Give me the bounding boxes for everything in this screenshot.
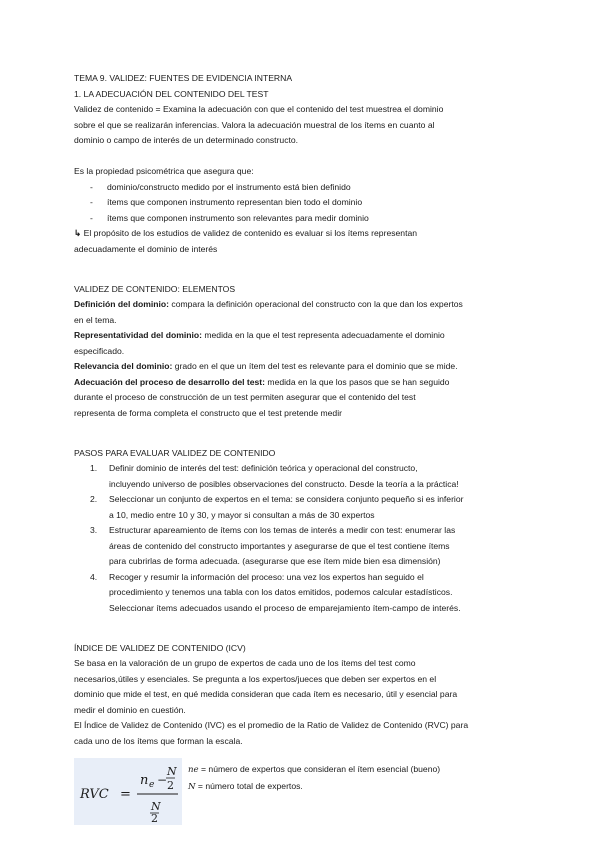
element-line: especificado. [74,345,125,356]
section-heading-adecuacion: 1. LA ADECUACIÓN DEL CONTENIDO DEL TEST [74,88,269,99]
icv-line: El Índice de Validez de Contenido (IVC) es el promedio de la Ratio de Validez de Contenido (RVC) para [74,720,469,730]
steps-list [74,461,530,616]
rvc-formula [74,758,182,825]
icv-line: necesarios,útiles y esenciales. Se pregunta a los expertos/jueces que deben ser expertos en el [74,673,437,684]
section-heading-elementos: VALIDEZ DE CONTENIDO: ELEMENTOS [74,283,236,294]
definition-line: sobre el que se realizarán inferencias. Valora la adecuación muestral de los ítems en cuanto al [74,119,435,130]
section-heading-pasos: PASOS PARA EVALUAR VALIDEZ DE CONTENIDO [74,447,276,458]
purpose-line: adecuadamente el dominio de interés [74,243,218,254]
icv-line: dominio que mide el test, en qué medida consideran que cada ítem es necesario, útil y esencial para [74,689,458,699]
list-item: 1. Definir dominio de interés del test: definición teórica y operacional del constructo, incluyendo universo de posibles observaciones del constructo. Desde la teoría a la práctica! [90,463,459,489]
list-item: 4. Recoger y resumir la información del proceso: una vez los expertos han seguido el procedimiento y tenemos una tabla con los datos emitidos, podemos calcular estadísticos. Seleccionar ítems adecuados usando el proceso de emparejamiento ítem-campo de interés. [90,571,461,613]
formula-two-top: 2 [167,779,174,792]
purpose-line [74,226,530,242]
property-intro: Es la propiedad psicométrica que asegura que: [74,166,254,176]
formula-two-bottom: 2 [151,812,158,825]
list-item: - dominio/constructo medido por el instrumento está bien definido [74,180,530,196]
legend-line: ne = número de expertos que consideran el ítem esencial (bueno) [188,764,441,775]
arrow-icon: ↳ [74,228,82,238]
formula-equals: = [120,787,131,802]
icv-line: cada uno de los ítems que forman la escala. [74,735,243,746]
document-title: TEMA 9. VALIDEZ: FUENTES DE EVIDENCIA INTERNA [74,73,293,83]
definition-line: dominio o campo de interés de un determinado constructo. [74,135,299,145]
element-relevancia: Relevancia del dominio: grado en el que un ítem del test es relevante para el dominio que se mide. [74,361,458,371]
element-definicion: Definición del dominio: compara la definición operacional del constructo con la que dan los expertos [74,299,463,309]
element-line: en el tema. [74,314,117,325]
element-line: durante el proceso de construcción de un test permiten asegurar que el contenido del test [74,392,416,402]
element-adecuacion: Adecuación del proceso de desarrollo del test: medida en la que los pasos que se han seguido [74,376,450,387]
formula-lhs: RVC [80,787,109,802]
formula-n-top: N [167,765,177,778]
list-item: - ítems que componen instrumento representan bien todo el dominio [74,195,530,211]
formula-row [74,758,530,828]
element-representatividad: Representatividad del dominio: medida en la que el test representa adecuadamente el dominio [74,330,445,340]
list-item: - ítems que componen instrumento son relevantes para medir dominio [74,211,530,227]
formula-n-bottom: N [151,800,161,813]
formula-ne: n [140,773,149,788]
element-line: representa de forma completa el constructo que el test pretende medir [74,407,342,418]
formula-minus: − [157,773,168,787]
icv-line: medir el dominio en cuestión. [74,704,186,715]
formula-sub: e [149,780,155,790]
legend-line: N = número total de expertos. [188,780,303,792]
purpose-text: El propósito de los estudios de validez de contenido es evaluar si los ítems representan [83,228,418,238]
section-heading-icv: ÍNDICE DE VALIDEZ DE CONTENIDO (ICV) [74,642,246,653]
definition-line: Validez de contenido = Examina la adecuación con que el contenido del test muestrea el dominio [74,104,444,114]
list-item: 3. Estructurar apareamiento de ítems con los temas de interés a medir con test: enumerar las áreas de contenido del constructo importantes y asegurarse de que el test contiene ítems para cubrirlas de forma adecuada. (asegurarse que ese ítem mide bien esa dimensión) [90,525,456,566]
formula-legend [188,762,440,795]
formula-svg [74,758,182,825]
document-page [74,71,530,828]
property-list [74,180,530,227]
list-item: 2. Seleccionar un conjunto de expertos en el tema: se considera conjunto pequeño si es inferior a 10, medio entre 10 y 30, y mayor si consultan a más de 30 expertos [90,494,464,520]
icv-line: Se basa en la valoración de un grupo de expertos de cada uno de los ítems del test como [74,658,416,668]
